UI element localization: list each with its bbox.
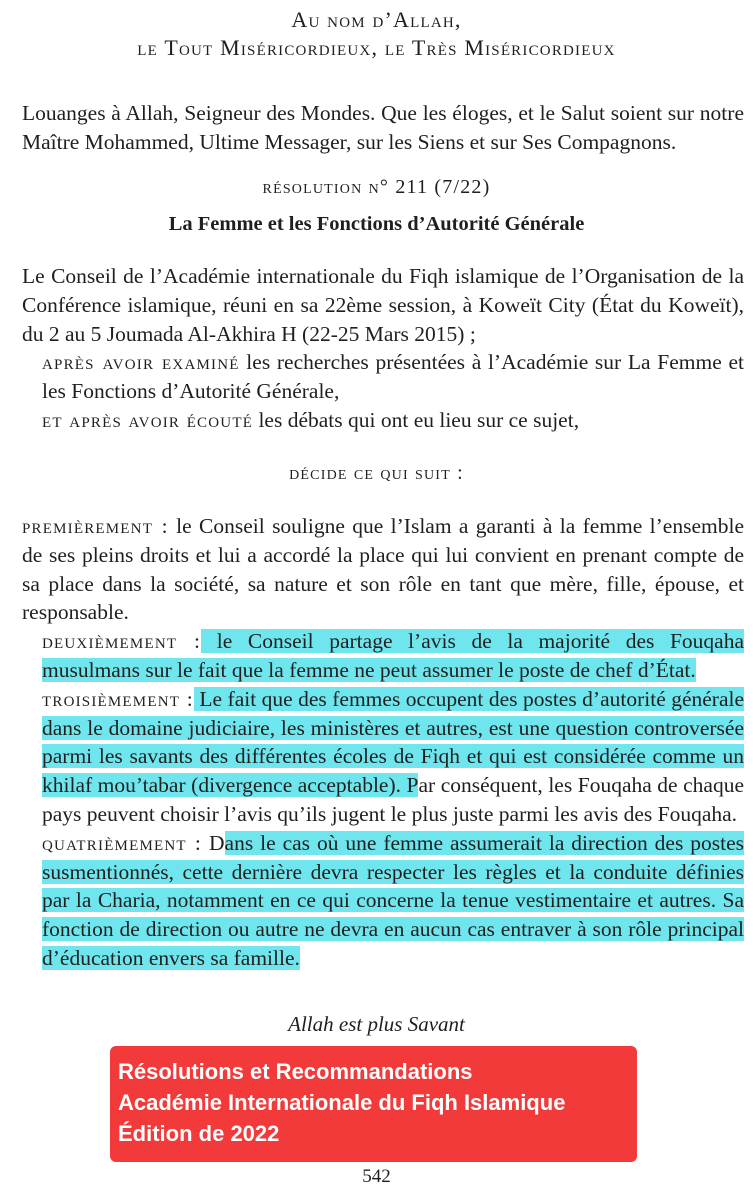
article-first-lead: premièrement :	[22, 514, 169, 538]
article-second-lead: deuxièmement :	[42, 629, 202, 654]
article-fourth-text-highlighted: ans le cas où une femme assumerait la direction des postes susmentionnés, cette dernière devra respecter les règles et la conduite définies par la Charia, notamment en ce qui concerne la tenue vestimentaire et autres. Sa fonction de direction ou autre ne devra en aucun cas entraver à son rôle principal d’éducation envers sa famille.	[42, 830, 744, 970]
preamble-examined-lead: après avoir examiné	[42, 350, 240, 375]
article-second-text-highlighted: le Conseil partage l’avis de la majorité des Fouqaha musulmans sur le fait que la femme ne peut assumer le poste de chef d’État.	[42, 629, 745, 682]
decides-heading: décide ce qui suit :	[289, 462, 464, 484]
preamble-examined-text: les recherches présentées à l’Académie sur La Femme et les Fonctions d’Autorité Générale,	[42, 350, 744, 404]
article-third-lead: troisièmement :	[42, 686, 194, 711]
basmala-line-2: le Tout Miséricordieux, le Très Miséricordieux	[137, 35, 616, 60]
preamble	[22, 262, 744, 435]
basmala	[0, 6, 753, 62]
article-first	[22, 512, 744, 627]
article-fourth	[22, 829, 744, 973]
source-banner	[110, 1046, 637, 1162]
banner-line-3: Édition de 2022	[118, 1121, 280, 1146]
preamble-listened	[22, 406, 744, 435]
article-first-text: le Conseil souligne que l’Islam a garanti à la femme l’ensemble de ses pleins droits et lui a accordé la place qui lui convient en prenant compte de sa place dans la société, sa nature et son rôle en tant que mère, fille, épouse, et responsable.	[22, 514, 744, 625]
basmala-line-1: Au nom d’Allah,	[291, 7, 462, 32]
resolution-number: résolution n° 211 (7/22)	[262, 176, 491, 198]
resolution-title: La Femme et les Fonctions d’Autorité Générale	[168, 213, 585, 235]
preamble-examined	[22, 348, 744, 406]
article-third	[22, 685, 744, 829]
article-fourth-lead: quatrièmement :	[42, 830, 203, 855]
banner-line-2: Académie Internationale du Fiqh Islamique	[118, 1090, 566, 1115]
banner-line-1: Résolutions et Recommandations	[118, 1059, 473, 1084]
page-number: 542	[362, 1166, 391, 1187]
praise-paragraph: Louanges à Allah, Seigneur des Mondes. Que les éloges, et le Salut soient sur notre Maître Mohammed, Ultime Messager, sur les Siens et sur Ses Compagnons.	[22, 101, 744, 154]
article-fourth-text: D	[202, 830, 225, 855]
closing-formula: Allah est plus Savant	[288, 1012, 465, 1036]
articles	[22, 512, 744, 973]
article-second	[22, 627, 744, 685]
article-third-text-highlighted: Le fait que des femmes occupent des postes d’autorité générale dans le domaine judiciaire, les ministères et autres, est une question controversée parmi les savants des différentes écoles de Fiqh et qui est considérée comme un khilaf mou’tabar (divergence acceptable). P	[42, 686, 745, 798]
preamble-council: Le Conseil de l’Académie internationale du Fiqh islamique de l’Organisation de la Conférence islamique, réuni en sa 22ème session, à Koweït City (État du Koweït), du 2 au 5 Joumada Al-Akhira H (22-25 Mars 2015) ;	[22, 264, 744, 346]
preamble-listened-lead: et après avoir écouté	[42, 407, 254, 432]
article-third-text: ar conséquent, les Fouqaha de chaque pays peuvent choisir l’avis qu’ils jugent le plus juste parmi les avis des Fouqaha.	[42, 773, 744, 826]
preamble-listened-text: les débats qui ont eu lieu sur ce sujet,	[253, 407, 580, 432]
